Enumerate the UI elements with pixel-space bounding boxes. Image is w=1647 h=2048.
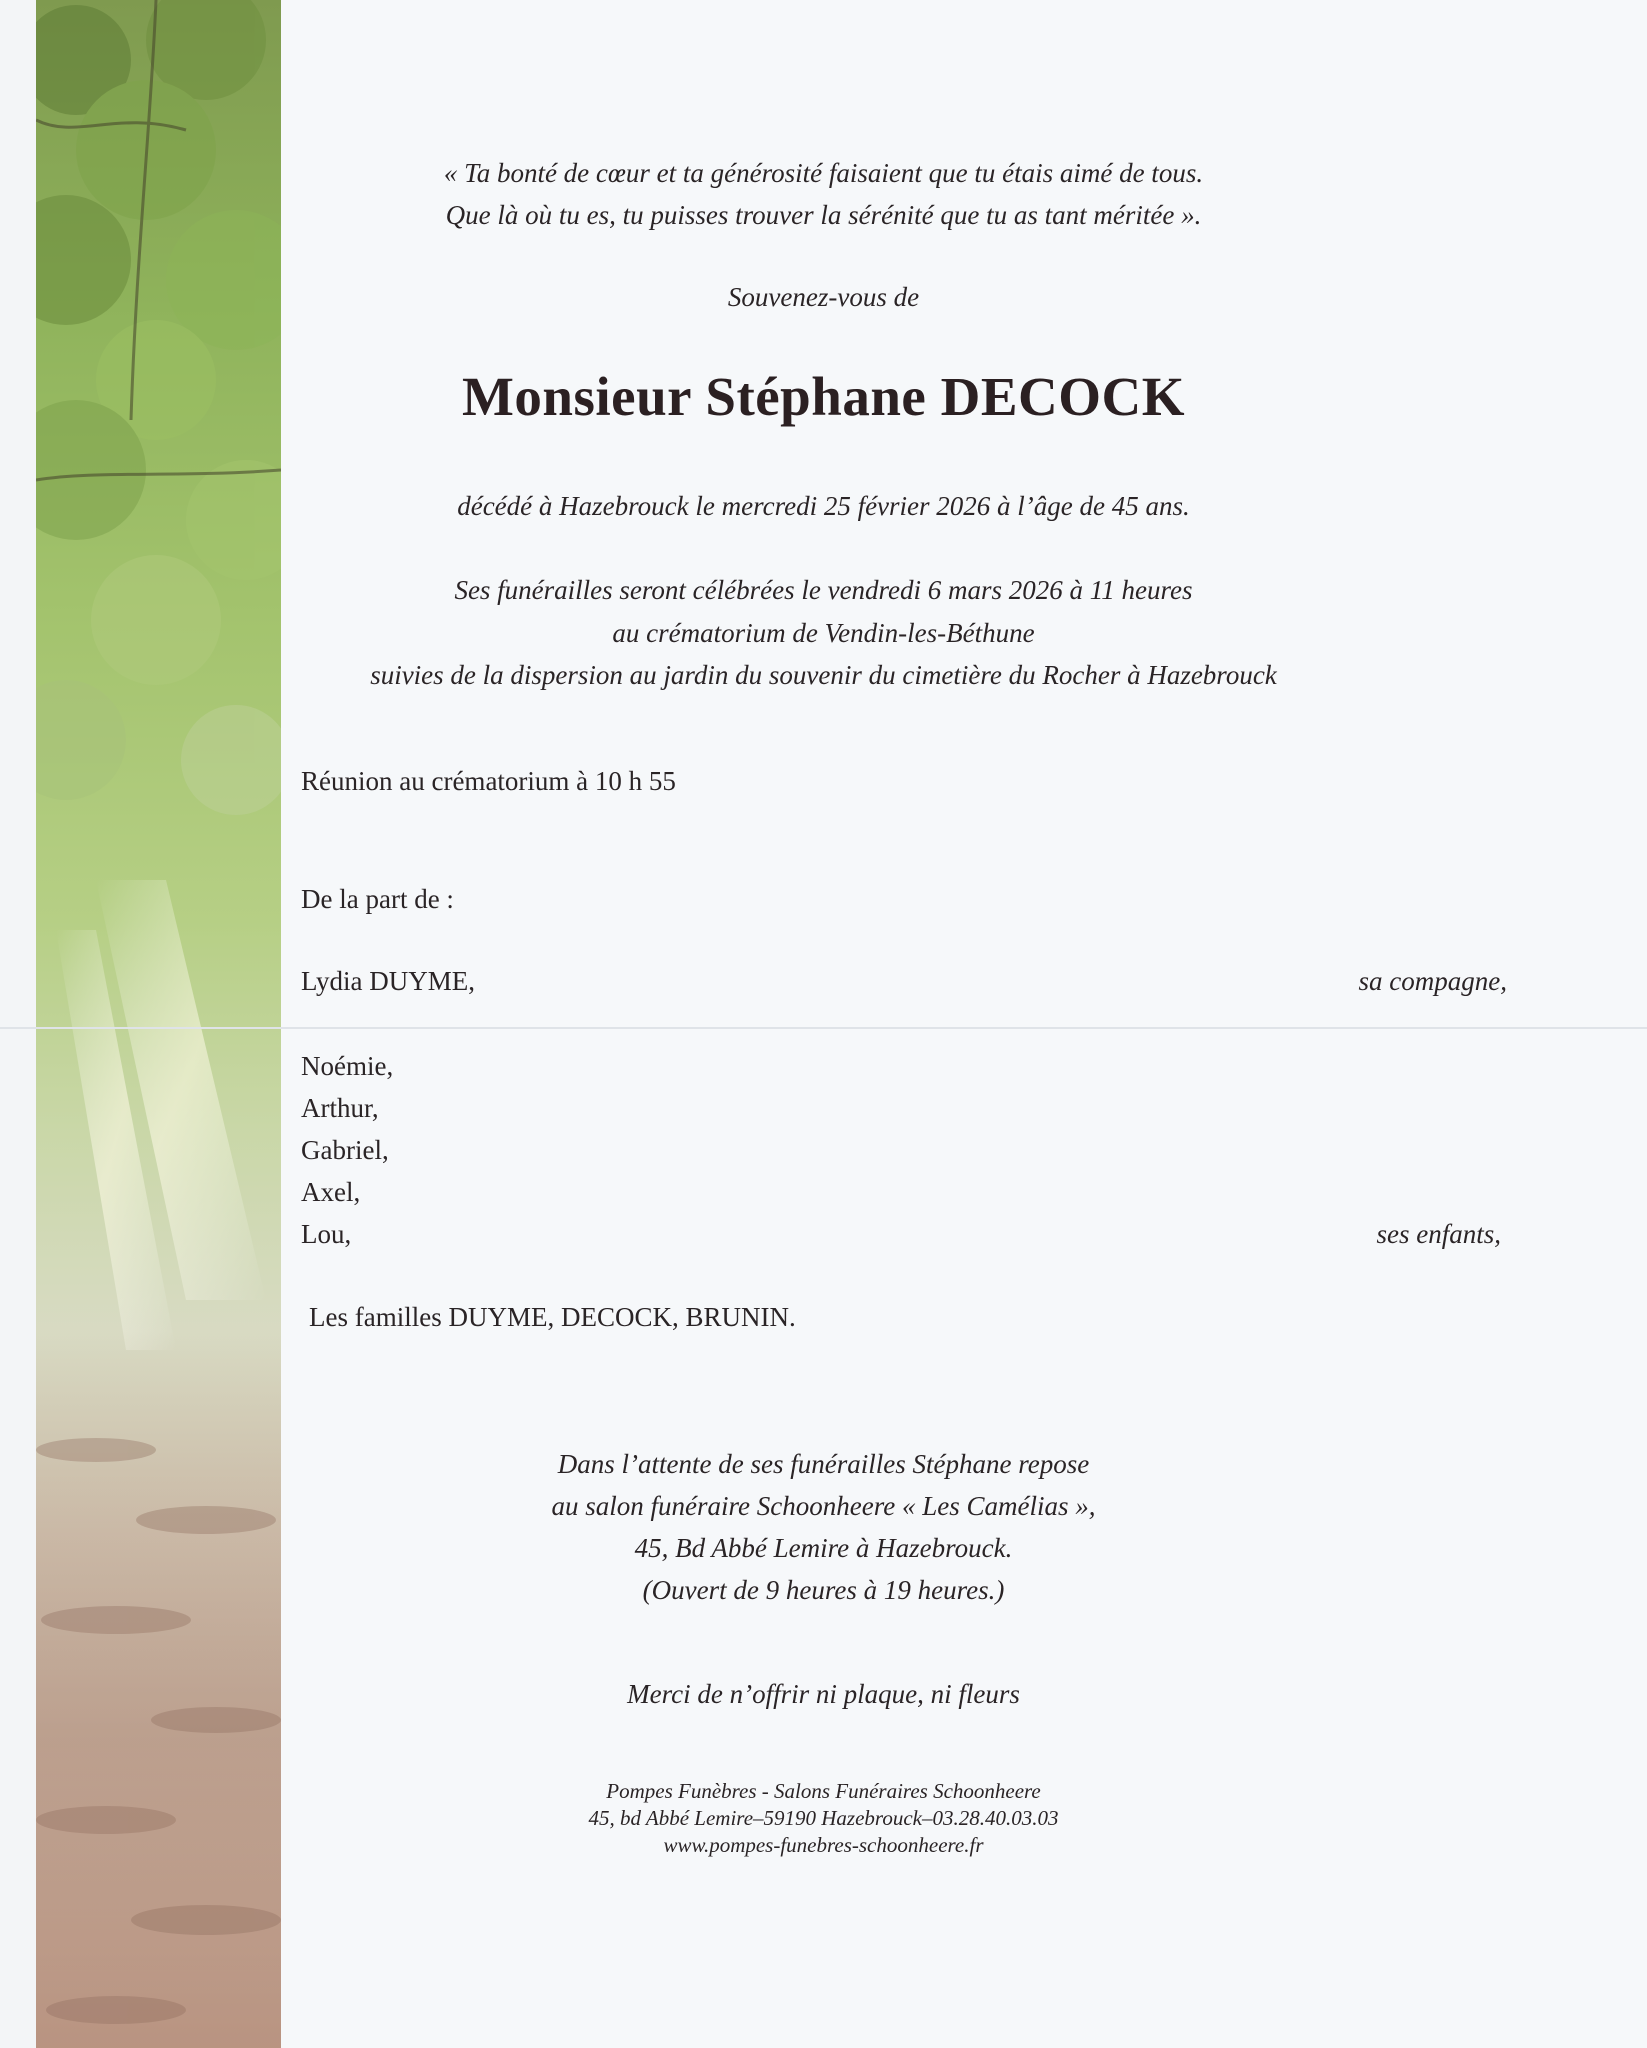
rest-line-4: (Ouvert de 9 heures à 19 heures.): [642, 1575, 1005, 1605]
child-name: Axel,: [301, 1177, 361, 1207]
child-name: Gabriel,: [301, 1135, 389, 1165]
deceased-name: Monsieur Stéphane DECOCK: [462, 366, 1185, 427]
funeral-line-3: suivies de la dispersion au jardin du souvenir du cimetière du Rocher à Hazebrouck: [370, 660, 1277, 690]
partner-name: Lydia DUYME,: [301, 966, 475, 996]
families-line: Les familles DUYME, DECOCK, BRUNIN.: [309, 1302, 796, 1332]
footer-address: 45, bd Abbé Lemire–59190 Hazebrouck–03.28.40.03.03: [588, 1806, 1059, 1830]
child-name: Noémie,: [301, 1051, 394, 1081]
intro-text: Souvenez-vous de: [727, 282, 920, 312]
from-label: De la part de :: [301, 884, 454, 914]
child-name: Lou,: [301, 1219, 352, 1249]
rest-line-3: 45, Bd Abbé Lemire à Hazebrouck.: [634, 1533, 1013, 1563]
rest-line-2: au salon funéraire Schoonheere « Les Camélias »,: [551, 1491, 1096, 1521]
funeral-line-2: au crématorium de Vendin-les-Béthune: [612, 618, 1035, 648]
quote-line-2: Que là où tu es, tu puisses trouver la sérénité que tu as tant méritée ».: [445, 200, 1202, 230]
quote-line-1: « Ta bonté de cœur et ta générosité faisaient que tu étais aimé de tous.: [443, 158, 1204, 188]
funeral-line-1: Ses funérailles seront célébrées le vendredi 6 mars 2026 à 11 heures: [454, 575, 1193, 605]
child-name: Arthur,: [301, 1093, 379, 1123]
fold-line: [0, 1027, 1647, 1029]
meeting-line: Réunion au crématorium à 10 h 55: [301, 766, 676, 796]
children-relation: ses enfants,: [1376, 1219, 1501, 1249]
rest-line-1: Dans l’attente de ses funérailles Stéphane repose: [557, 1449, 1090, 1479]
death-line: décédé à Hazebrouck le mercredi 25 février 2026 à l’âge de 45 ans.: [457, 491, 1190, 521]
footer-website: www.pompes-funebres-schoonheere.fr: [663, 1833, 984, 1857]
footer-company: Pompes Funèbres - Salons Funéraires Schoonheere: [606, 1779, 1041, 1803]
partner-relation: sa compagne,: [1358, 966, 1507, 996]
no-flowers-line: Merci de n’offrir ni plaque, ni fleurs: [627, 1679, 1020, 1709]
